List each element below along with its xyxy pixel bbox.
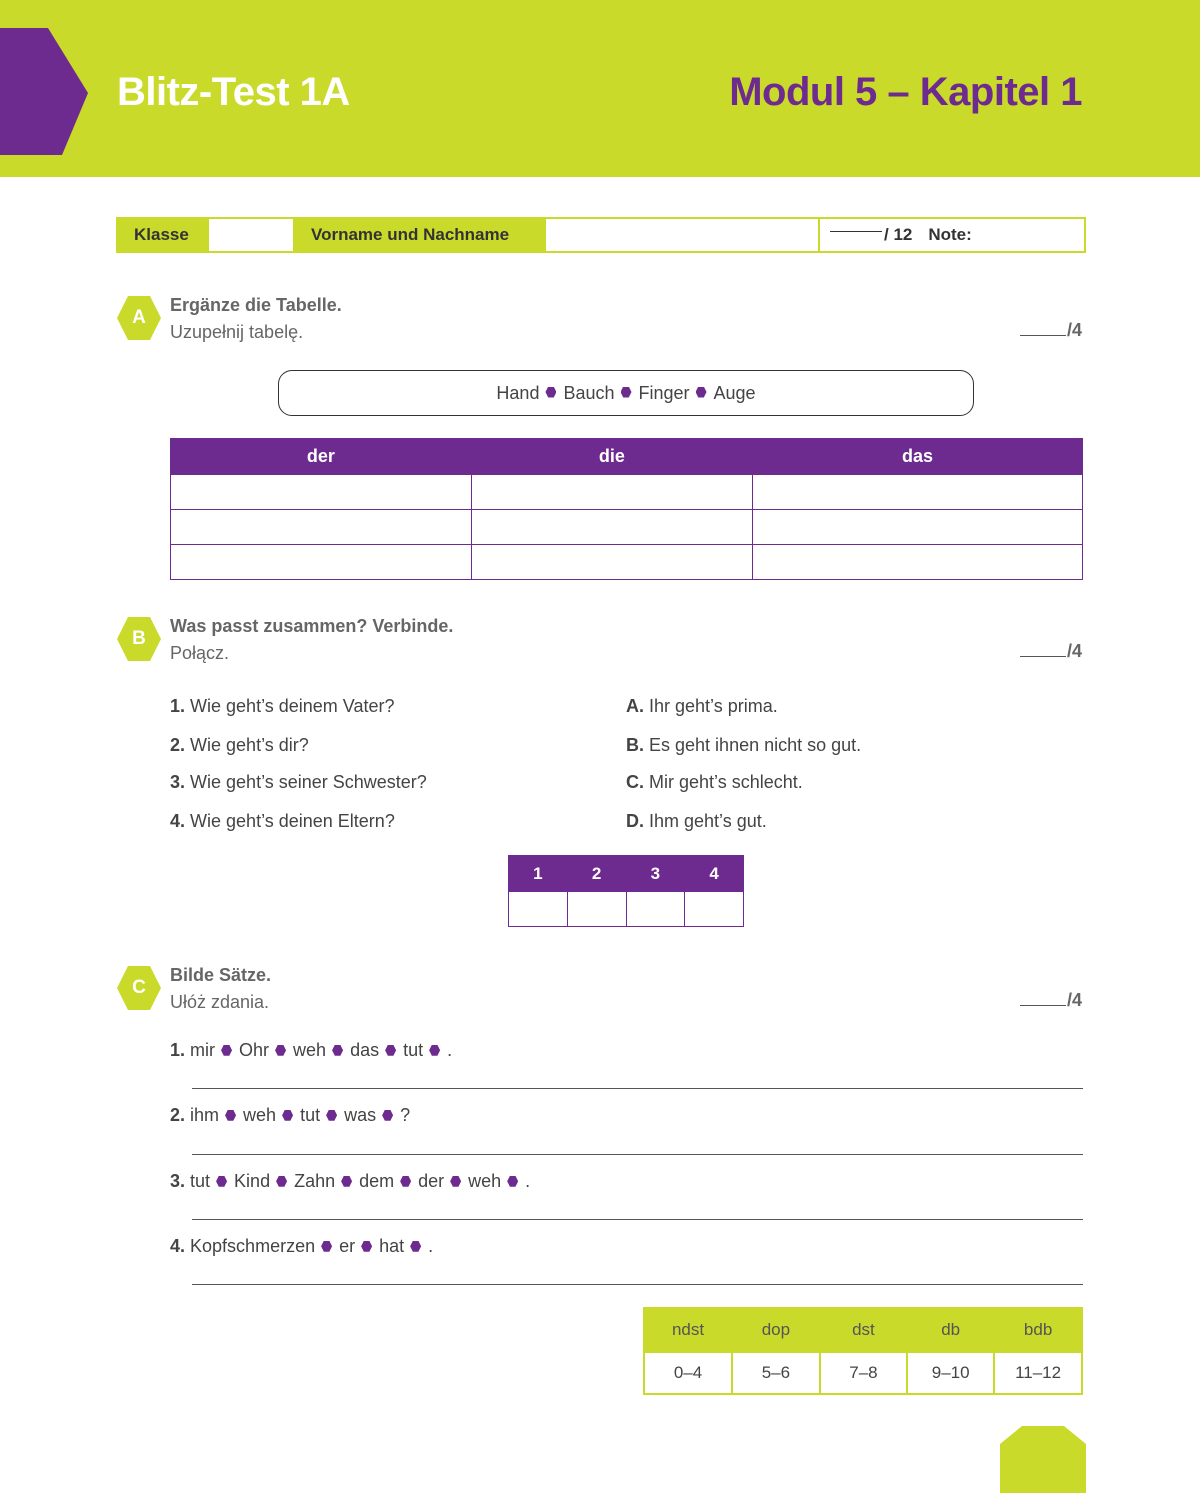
answer-item: D. Ihm geht’s gut. — [626, 811, 767, 831]
section-a-score-blank[interactable] — [1020, 335, 1066, 336]
question-item: 4. Wie geht’s deinen Eltern? — [170, 811, 395, 831]
sentence-item: 3. tut Kind Zahn dem der weh . — [170, 1171, 531, 1191]
question-item: 2. Wie geht’s dir? — [170, 735, 309, 755]
grade-label: bdb — [994, 1308, 1082, 1352]
answer-item: A. Ihr geht’s prima. — [626, 696, 778, 716]
section-c-badge: C — [116, 965, 162, 1011]
table-cell[interactable] — [753, 545, 1083, 580]
grade-range: 0–4 — [644, 1352, 732, 1394]
grading-scale — [643, 1307, 1083, 1395]
section-a-badge: A — [116, 295, 162, 341]
grade-range: 9–10 — [907, 1352, 994, 1394]
sentence-item: 2. ihm weh tut was ? — [170, 1105, 411, 1125]
grid-header: 3 — [626, 856, 685, 892]
hexagon-bullet-icon — [332, 1045, 343, 1056]
word: Auge — [713, 382, 756, 403]
section-b-instr-pl: Połącz. — [170, 643, 230, 663]
article-table — [170, 438, 1083, 580]
grid-answer-cell[interactable] — [509, 892, 568, 927]
section-c-score-blank[interactable] — [1020, 1005, 1066, 1006]
grade-label: dst — [820, 1308, 907, 1352]
note-label: Note: — [928, 225, 972, 244]
grade-range: 5–6 — [732, 1352, 820, 1394]
hexagon-bullet-icon — [429, 1045, 440, 1056]
hexagon-bullet-icon — [225, 1110, 236, 1121]
table-cell[interactable] — [171, 545, 472, 580]
total-score-max: / 12 — [884, 225, 913, 244]
answer-line[interactable] — [192, 1088, 1083, 1089]
total-score — [820, 219, 1080, 251]
question-item: 3. Wie geht’s seiner Schwester? — [170, 772, 427, 792]
hexagon-bullet-icon — [400, 1176, 411, 1187]
grid-answer-cell[interactable] — [626, 892, 685, 927]
answer-line[interactable] — [192, 1219, 1083, 1220]
test-title: Blitz-Test 1A — [117, 70, 350, 114]
grid-answer-cell[interactable] — [685, 892, 744, 927]
table-cell[interactable] — [171, 510, 472, 545]
hexagon-bullet-icon — [382, 1110, 393, 1121]
section-b-badge: B — [116, 616, 162, 662]
section-b-instr-de: Was passt zusammen? Verbinde. — [170, 616, 454, 636]
header-tab-shape — [0, 0, 92, 177]
table-cell[interactable] — [753, 475, 1083, 510]
grade-range: 11–12 — [994, 1352, 1082, 1394]
table-cell[interactable] — [471, 545, 752, 580]
hexagon-bullet-icon — [621, 387, 632, 398]
answer-line[interactable] — [192, 1154, 1083, 1155]
table-cell[interactable] — [753, 510, 1083, 545]
grade-label: dop — [732, 1308, 820, 1352]
section-c-score: /4 — [1020, 990, 1082, 1011]
hexagon-bullet-icon — [321, 1241, 332, 1252]
corner-hexagon-decoration — [1000, 1426, 1086, 1493]
hexagon-bullet-icon — [326, 1110, 337, 1121]
table-cell[interactable] — [471, 475, 752, 510]
grid-header: 1 — [509, 856, 568, 892]
klasse-field[interactable] — [207, 219, 295, 251]
section-b-instructions — [170, 613, 453, 667]
klasse-label: Klasse — [118, 219, 207, 251]
hexagon-bullet-icon — [282, 1110, 293, 1121]
answer-item: C. Mir geht’s schlecht. — [626, 772, 803, 792]
sentence-item: 1. mir Ohr weh das tut . — [170, 1040, 453, 1060]
hexagon-bullet-icon — [216, 1176, 227, 1187]
section-b-score-blank[interactable] — [1020, 656, 1066, 657]
total-score-blank[interactable] — [830, 231, 882, 232]
hexagon-bullet-icon — [385, 1045, 396, 1056]
section-a-instr-de: Ergänze die Tabelle. — [170, 295, 342, 315]
hexagon-bullet-icon — [507, 1176, 518, 1187]
student-info-bar — [116, 217, 1086, 253]
grade-range: 7–8 — [820, 1352, 907, 1394]
grade-label: db — [907, 1308, 994, 1352]
name-field[interactable] — [546, 219, 820, 251]
hexagon-bullet-icon — [410, 1241, 421, 1252]
word: Finger — [638, 382, 690, 403]
word: Bauch — [563, 382, 615, 403]
hexagon-bullet-icon — [275, 1045, 286, 1056]
answer-item: B. Es geht ihnen nicht so gut. — [626, 735, 862, 755]
section-c-instr-de: Bilde Sätze. — [170, 965, 272, 985]
hexagon-bullet-icon — [696, 387, 707, 398]
hexagon-bullet-icon — [450, 1176, 461, 1187]
header-band — [0, 0, 1200, 177]
word: Hand — [496, 382, 540, 403]
question-item: 1. Wie geht’s deinem Vater? — [170, 696, 395, 716]
grid-answer-cell[interactable] — [567, 892, 626, 927]
section-b-score: /4 — [1020, 641, 1082, 662]
sentence-item: 4. Kopfschmerzen er hat . — [170, 1236, 434, 1256]
section-a-score: /4 — [1020, 320, 1082, 341]
table-cell[interactable] — [171, 475, 472, 510]
name-label: Vorname und Nachname — [295, 219, 546, 251]
column-die: die — [471, 439, 752, 475]
hexagon-bullet-icon — [545, 387, 556, 398]
grid-header: 4 — [685, 856, 744, 892]
hexagon-bullet-icon — [221, 1045, 232, 1056]
hexagon-bullet-icon — [341, 1176, 352, 1187]
grade-label: ndst — [644, 1308, 732, 1352]
section-a-instr-pl: Uzupełnij tabelę. — [170, 322, 304, 342]
section-c-instructions — [170, 962, 271, 1016]
answer-line[interactable] — [192, 1284, 1083, 1285]
section-c-instr-pl: Ułóż zdania. — [170, 992, 270, 1012]
module-title: Modul 5 – Kapitel 1 — [729, 70, 1082, 114]
table-cell[interactable] — [471, 510, 752, 545]
column-das: das — [753, 439, 1083, 475]
column-der: der — [171, 439, 472, 475]
section-a-instructions — [170, 292, 342, 346]
grid-header: 2 — [567, 856, 626, 892]
matching-grid — [508, 855, 744, 927]
word-bank — [278, 370, 974, 416]
hexagon-bullet-icon — [276, 1176, 287, 1187]
hexagon-bullet-icon — [361, 1241, 372, 1252]
